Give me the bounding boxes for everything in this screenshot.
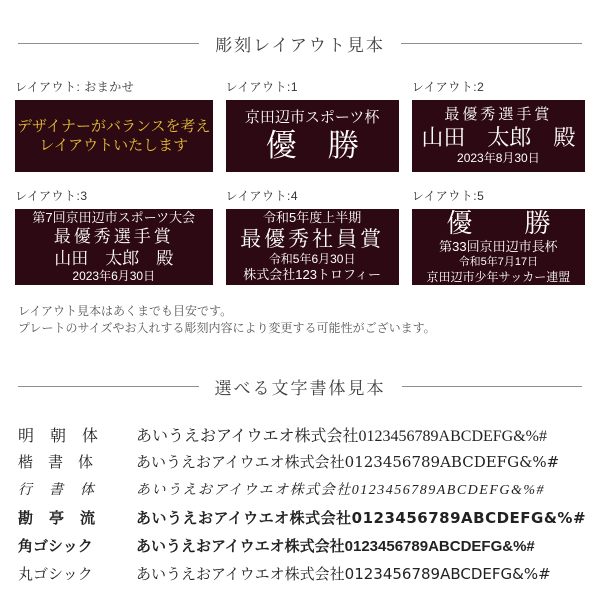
font-name: 勘 亭 流 — [18, 508, 96, 527]
engraved-plate-3 — [15, 209, 213, 285]
plate-text-line: レイアウトいたします — [39, 137, 189, 154]
layout-sample-1 — [226, 78, 399, 172]
layout-sample-2 — [412, 78, 585, 172]
engraved-plate-omakase — [15, 100, 213, 172]
layout-sample-5 — [412, 187, 585, 285]
font-sample-text: あいうえおアイウエオ株式会社0123456789ABCDEFG&%# — [136, 452, 560, 471]
font-sample-row-kanteiryu — [18, 507, 590, 535]
engraved-plate-4 — [226, 209, 399, 285]
plate-text-line: デザイナーがバランスを考え — [17, 117, 211, 135]
font-sample-text: あいうえおアイウエオ株式会社0123456789ABCDEFG&%# — [136, 564, 551, 583]
layout-sample-4 — [226, 187, 399, 285]
font-sample-text: あいうえおアイウエオ株式会社0123456789ABCDEFG&%# — [136, 537, 535, 555]
divider-line-right — [401, 43, 582, 44]
plate-text-line: 令和5年6月30日 — [268, 251, 356, 266]
disclaimer-line-2: プレートのサイズやお入れする彫刻内容により変更する可能性がございます。 — [18, 321, 436, 336]
font-name: 角ゴシック — [18, 537, 93, 555]
font-sample-row-kaisho — [18, 451, 590, 479]
section-title-engraving: 彫刻レイアウト見本 — [215, 36, 385, 55]
plate-text-line: 京田辺市少年サッカー連盟 — [426, 269, 571, 284]
font-sample-row-mincho — [18, 423, 590, 451]
font-sample-table — [18, 423, 590, 591]
font-sample-text: あいうえおアイウエオ株式会社0123456789ABCDEFG&%# — [136, 427, 548, 445]
disclaimer-note — [18, 303, 582, 338]
section-header-engraving — [18, 0, 582, 56]
layout-grid — [15, 78, 585, 285]
section-header-fonts — [18, 374, 582, 399]
engraved-plate-1 — [226, 100, 399, 172]
font-name: 丸ゴシック — [18, 564, 93, 583]
plate-text-line: 最優秀選手賞 — [444, 106, 553, 124]
engraved-plate-5 — [412, 209, 585, 285]
plate-text-line: 令和5年度上半期 — [263, 209, 362, 225]
plate-text-line: 山田 太郎 殿 — [421, 124, 576, 150]
layout-label: レイアウト:1 — [225, 80, 299, 94]
plate-text-line: 最優秀社員賞 — [240, 227, 385, 251]
plate-text-line: 最優秀選手賞 — [53, 227, 174, 247]
plate-text-line: 京田辺市スポーツ杯 — [244, 109, 380, 127]
plate-text-line: 第33回京田辺市長杯 — [439, 238, 558, 254]
plate-text-line: 令和5年7月17日 — [458, 256, 539, 269]
layout-label: レイアウト:2 — [411, 80, 485, 94]
plate-text-line: 優 勝 — [446, 209, 551, 238]
plate-text-line: 2023年8月30日 — [457, 151, 540, 166]
font-sample-row-gyosho — [18, 479, 590, 507]
divider-line-left — [18, 386, 199, 387]
layout-sample-omakase — [15, 78, 213, 172]
plate-text-line: 優 勝 — [265, 127, 359, 163]
layout-label: レイアウト:5 — [411, 189, 485, 203]
font-name: 楷 書 体 — [18, 452, 94, 471]
font-sample-text: あいうえおアイウエオ株式会社0123456789ABCDEFG&%# — [136, 508, 587, 527]
section-title-fonts: 選べる文字書体見本 — [214, 378, 386, 398]
plate-text-line: 株式会社123トロフィー — [243, 267, 381, 283]
plate-text-line: 山田 太郎 殿 — [54, 248, 174, 268]
layout-label: レイアウト:3 — [15, 189, 88, 203]
divider-line-left — [18, 43, 199, 44]
font-name: 明 朝 体 — [18, 427, 99, 445]
font-sample-row-kakugothic — [18, 535, 590, 563]
engraved-plate-2 — [412, 100, 585, 172]
layout-sample-3 — [15, 187, 213, 285]
font-sample-row-marugothic — [18, 563, 590, 591]
layout-label: レイアウト:4 — [225, 189, 299, 203]
disclaimer-line-1: レイアウト見本はあくまでも目安です。 — [18, 304, 233, 318]
plate-text-line: 2023年6月30日 — [72, 268, 156, 283]
layout-label: レイアウト: おまかせ — [15, 80, 135, 94]
font-name: 行 書 体 — [18, 482, 96, 498]
divider-line-right — [402, 386, 583, 387]
font-sample-text: あいうえおアイウエオ株式会社0123456789ABCDEFG&%# — [136, 482, 546, 498]
plate-text-line: 第7回京田辺市スポーツ大会 — [32, 209, 196, 225]
